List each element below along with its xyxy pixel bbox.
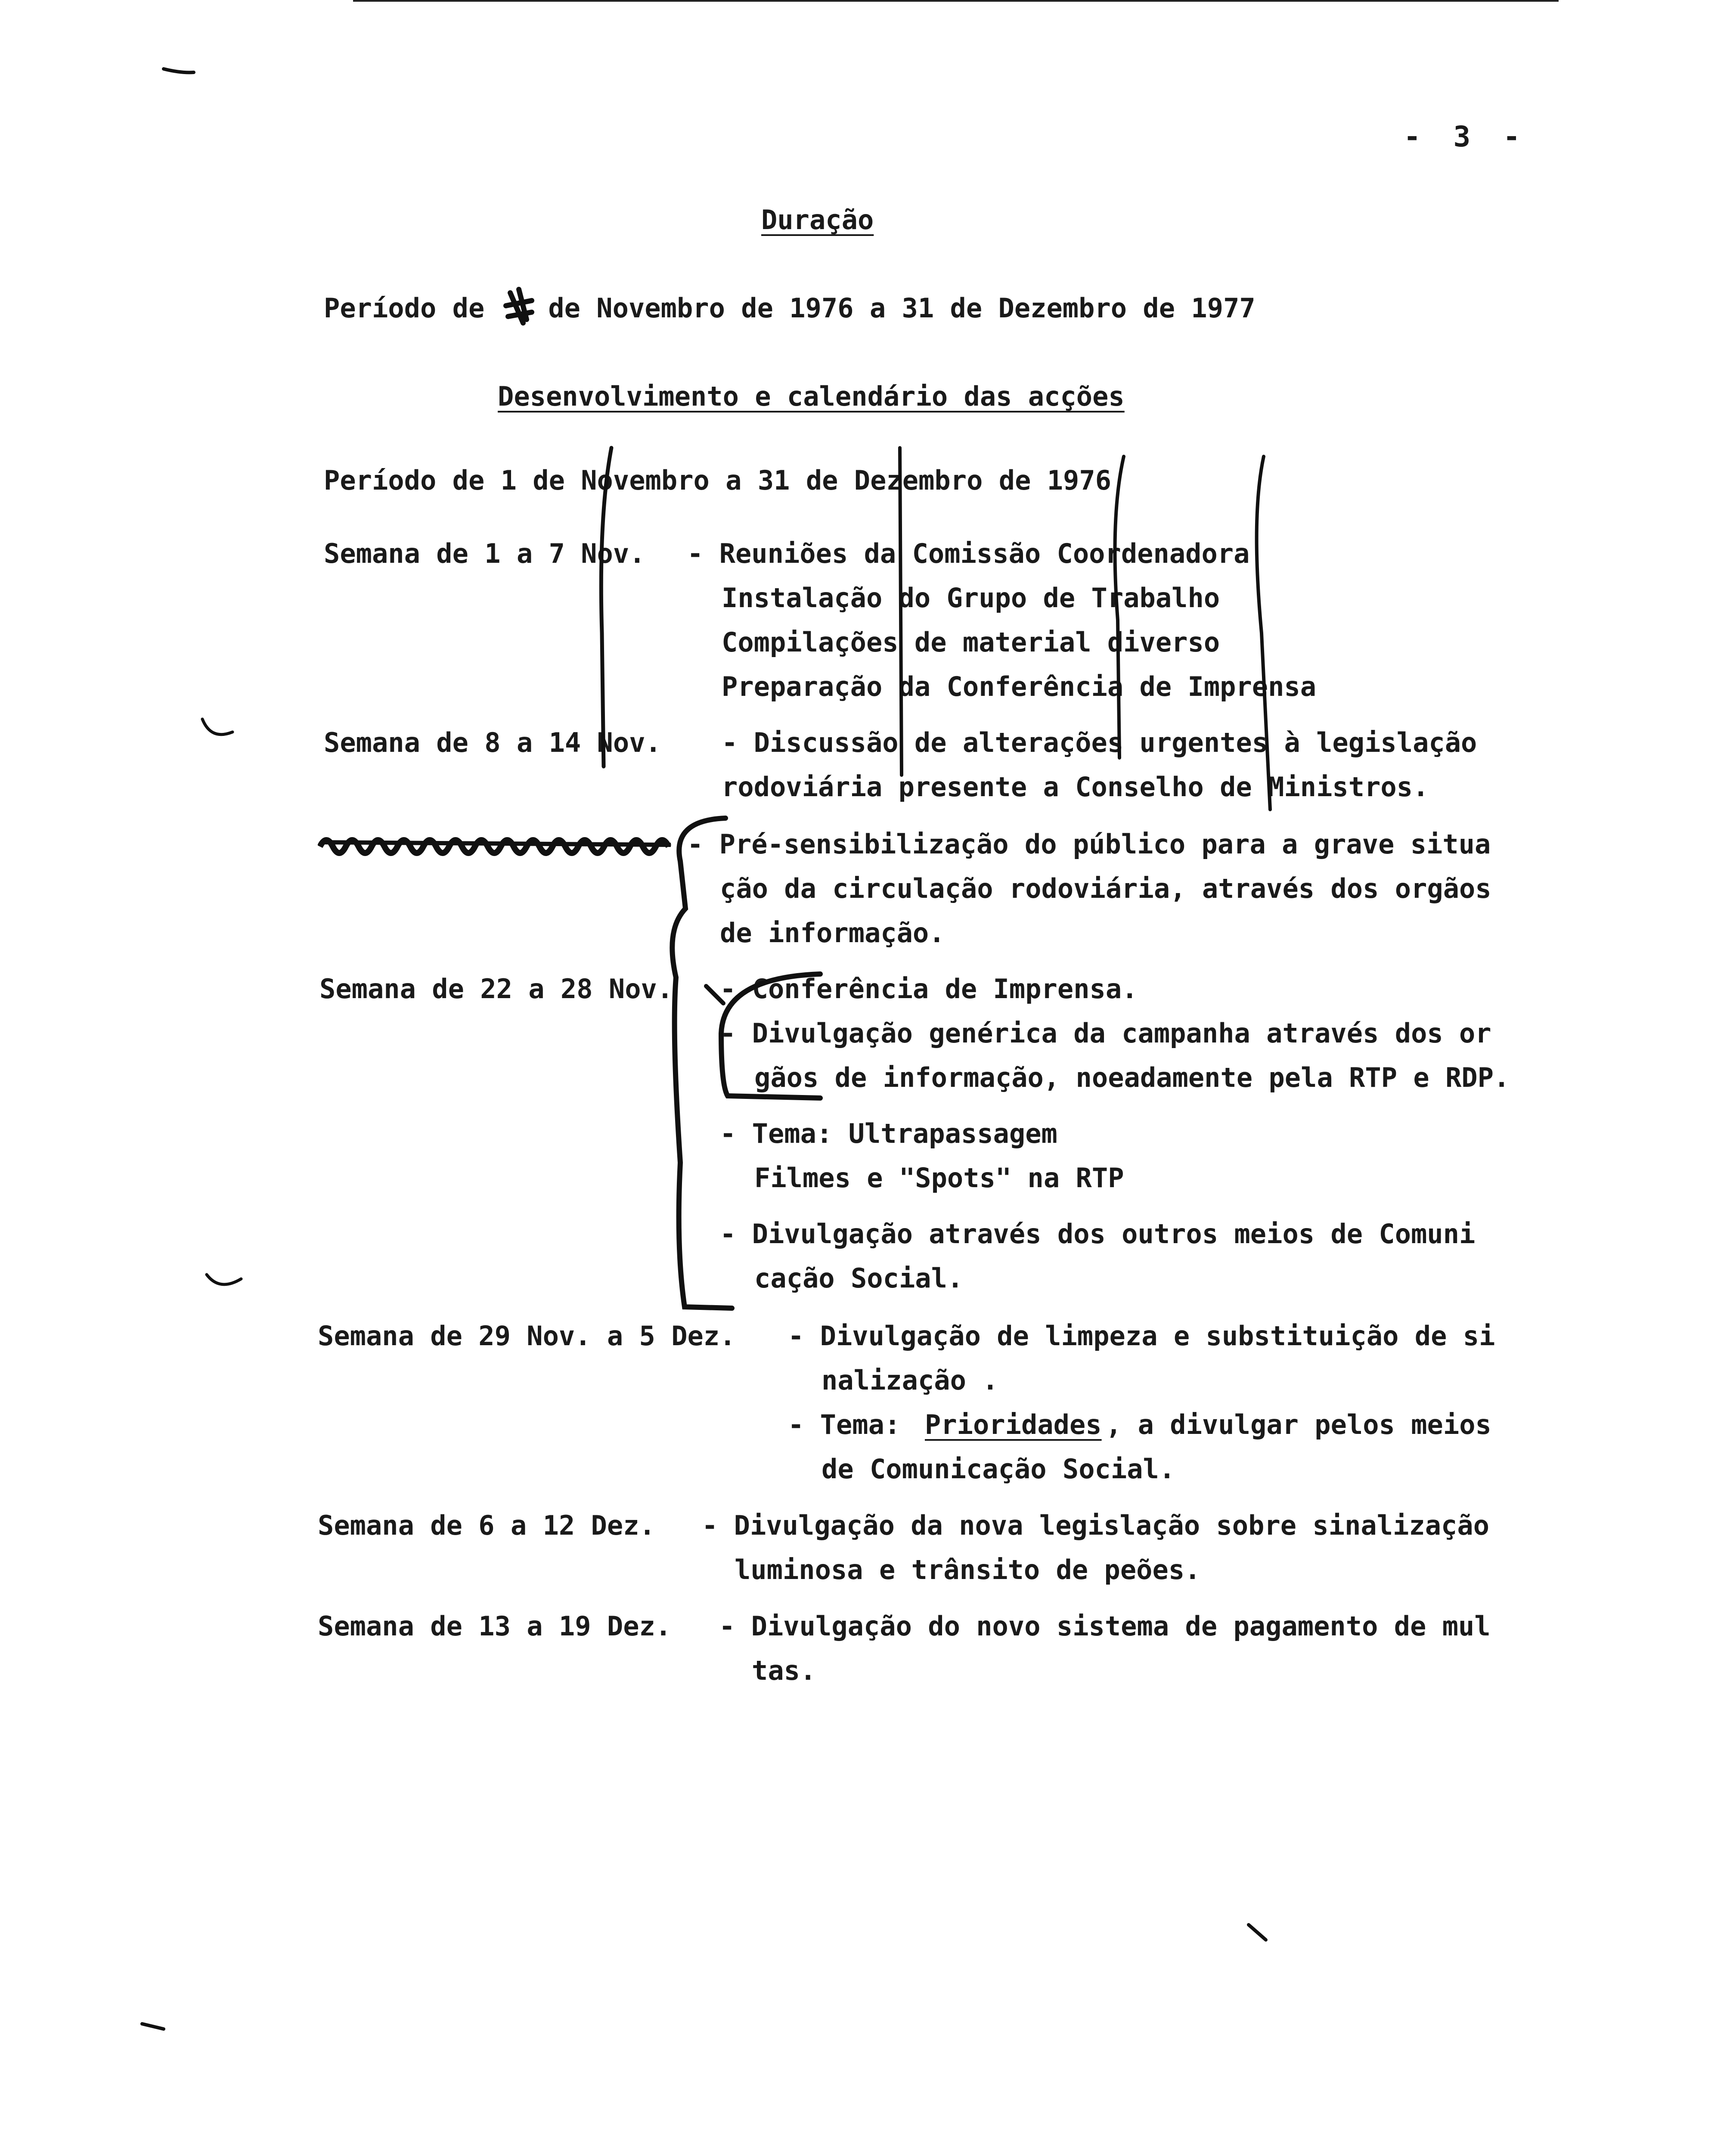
week-5-line-1: - Divulgação de limpeza e substituição de si [788,1320,1495,1352]
week-6-line-2: luminosa e trânsito de peões. [735,1554,1201,1585]
crossed-out-label [318,829,675,859]
week-5-label: Semana de 29 Nov. a 5 Dez. [318,1320,736,1352]
week-5-line-4: de Comunicação Social. [822,1453,1175,1485]
overwrite-blot [506,289,532,323]
week-4-line-7: cação Social. [754,1263,964,1294]
page-number: - 3 - [1404,120,1528,153]
section-title: Desenvolvimento e calendário das acções [498,381,1125,412]
week-3-line-1: - Pré-sensibilização do público para a grave situa [687,828,1491,860]
period-1976: Período de 1 de Novembro a 31 de Dezembro de 1976 [324,465,1112,496]
week-1-line-3: Compilações de material diverso [722,627,1220,658]
week-4-line-4: - Tema: Ultrapassagem [720,1118,1057,1149]
week-4-line-5: Filmes e "Spots" na RTP [754,1162,1124,1194]
week-4-line-2: - Divulgação genérica da campanha através dos or [720,1018,1491,1049]
week-1-label: Semana de 1 a 7 Nov. [324,538,645,569]
week-2-line-1: - Discussão de alterações urgentes à legislação [722,727,1477,758]
week-5-line-3b: Prioridades [925,1409,1102,1440]
week-1-line-4: Preparação da Conferência de Imprensa [722,671,1317,702]
week-4-line-6: - Divulgação através dos outros meios de Comuni [720,1218,1476,1250]
duration-period-prefix: Período de [324,292,501,324]
duration-title: Duração [761,204,874,236]
week-6-label: Semana de 6 a 12 Dez. [318,1510,655,1541]
week-5-line-3a: - Tema: [788,1409,917,1440]
week-5-line-2: nalização . [822,1365,998,1396]
week-4-line-1: - Conferência de Imprensa. [720,973,1138,1005]
week-7-line-1: - Divulgação do novo sistema de pagamento de mul [719,1610,1491,1642]
week-3-line-3: de informação. [720,917,945,949]
week-1-line-2: Instalação do Grupo de Trabalho [722,582,1220,614]
week-4-line-3: gãos de informação, noeadamente pela RTP e RDP. [754,1062,1510,1093]
week-7-label: Semana de 13 a 19 Dez. [318,1610,672,1642]
week-5-line-3c: , a divulgar pelos meios [1106,1409,1491,1440]
duration-period-rest: de Novembro de 1976 a 31 de Dezembro de 1977 [532,292,1256,324]
week-4-label: Semana de 22 a 28 Nov. [319,973,673,1005]
week-1-line-1: - Reuniões da Comissão Coordenadora [687,538,1250,569]
week-7-line-2: tas. [752,1655,816,1686]
week-3-line-2: ção da circulação rodoviária, através dos orgãos [720,873,1491,904]
week-2-label: Semana de 8 a 14 Nov. [324,727,661,758]
scan-top-edge [353,0,1559,2]
week-6-line-1: - Divulgação da nova legislação sobre sinalização [702,1510,1490,1541]
week-2-line-2: rodoviária presente a Conselho de Ministros. [722,771,1429,803]
